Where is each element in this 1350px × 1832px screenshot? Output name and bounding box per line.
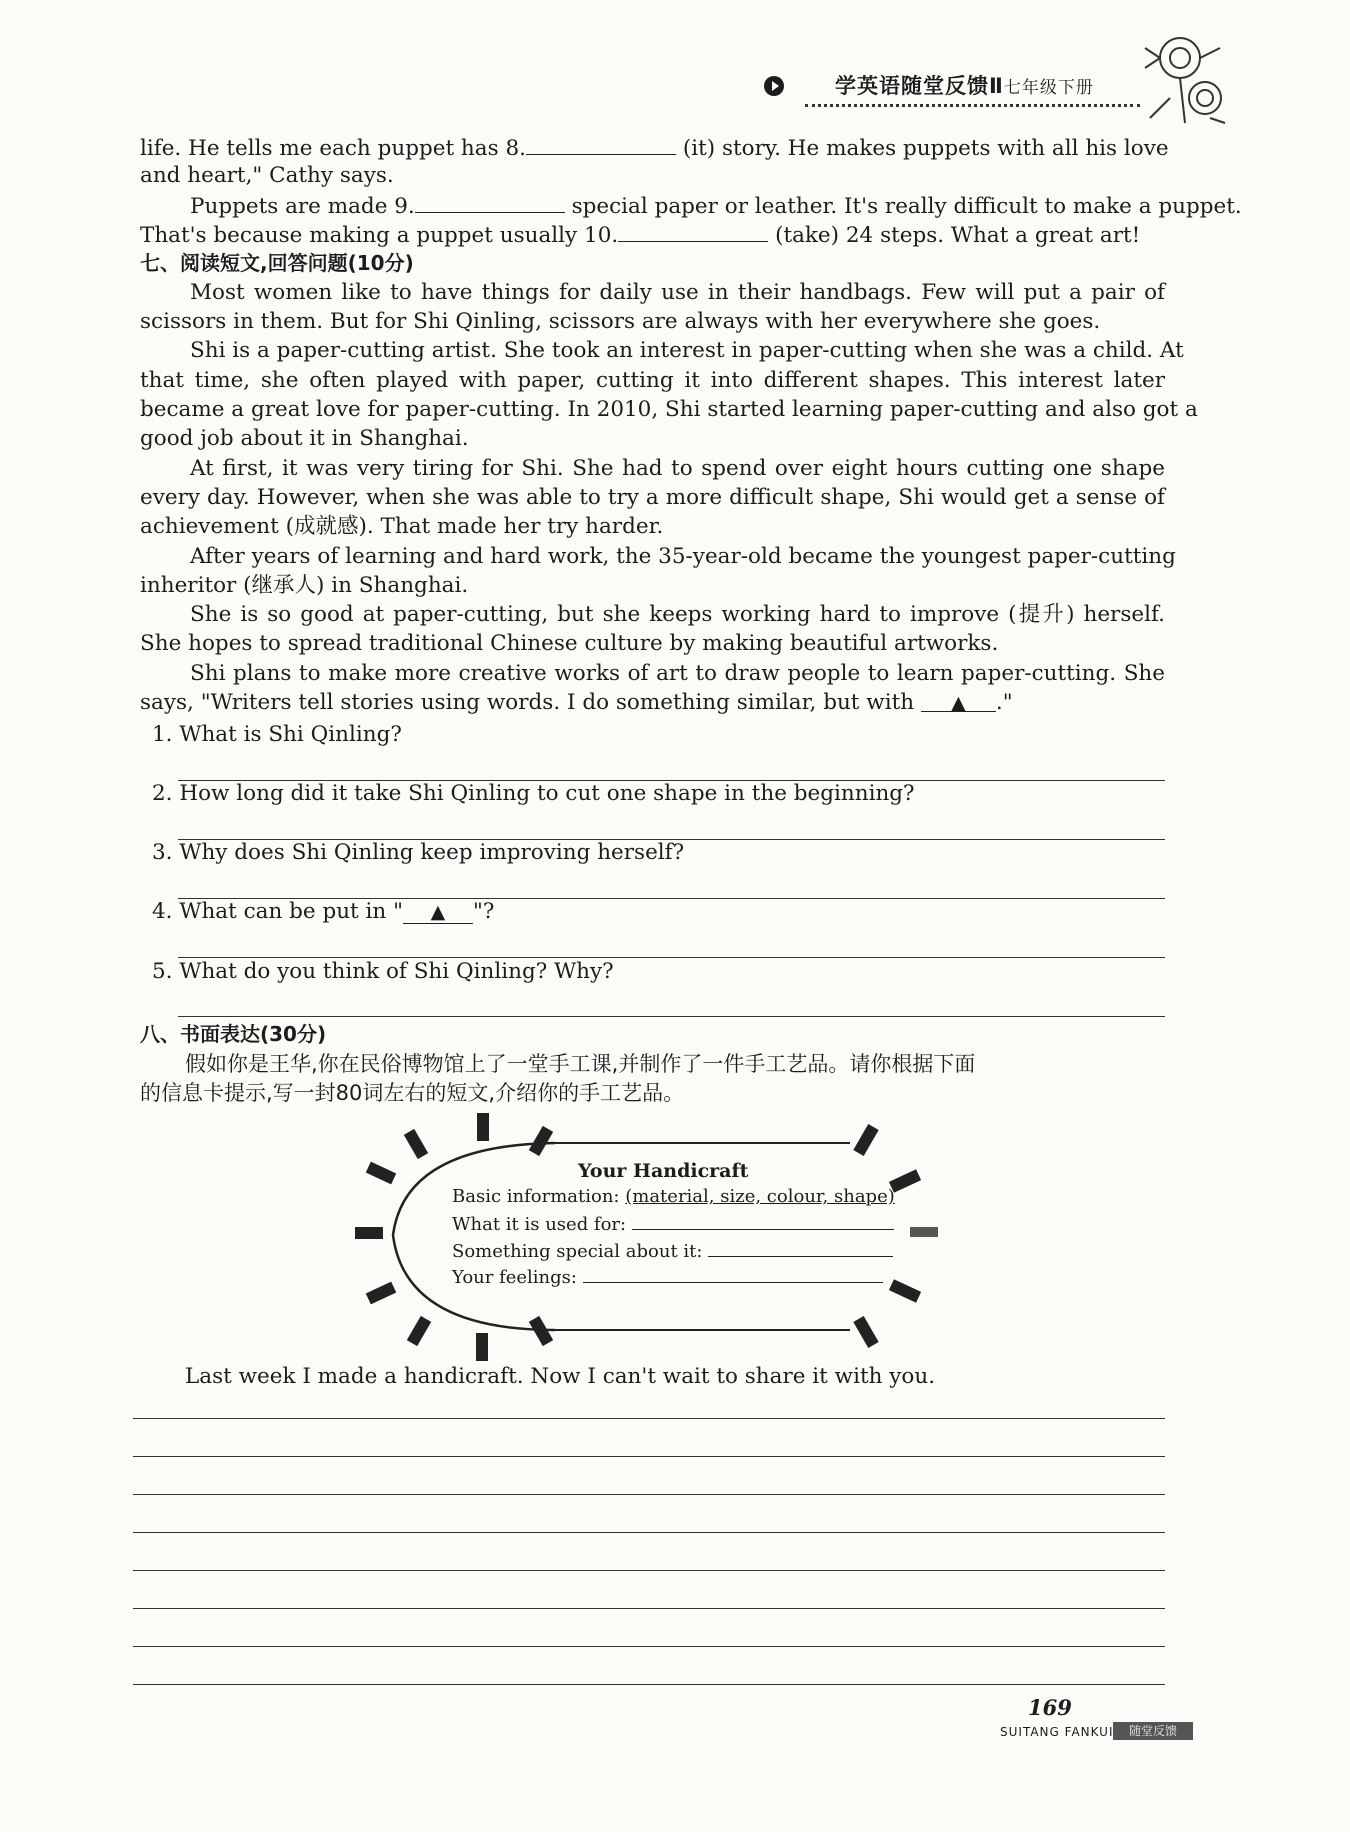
passage-line: achievement (成就感). That made her try harder.: [140, 514, 664, 539]
footer-brand-logo: 随堂反馈: [1113, 1722, 1193, 1740]
writing-line[interactable]: [133, 1570, 1165, 1571]
passage-line: good job about it in Shanghai.: [140, 426, 469, 451]
writing-line[interactable]: [133, 1532, 1165, 1533]
card-used-for-blank[interactable]: [632, 1213, 894, 1230]
page-number: 169: [1028, 1695, 1072, 1720]
card-special: Something special about it:: [452, 1240, 893, 1262]
section-7-title: 七、阅读短文,回答问题(10分): [140, 251, 414, 275]
question-3: 3. Why does Shi Qinling keep improving herself?: [152, 840, 685, 865]
triangle-blank: ▲: [921, 689, 996, 712]
writing-line[interactable]: [133, 1418, 1165, 1419]
answer-blank-9[interactable]: [415, 190, 565, 213]
writing-line[interactable]: [133, 1494, 1165, 1495]
passage-line: Shi plans to make more creative works of art to draw people to learn paper-cutting. She: [190, 661, 1165, 686]
passage-line: That's because making a puppet usually 10. (take) 24 steps. What a great art!: [140, 219, 1165, 250]
writing-line[interactable]: [133, 1608, 1165, 1609]
card-special-blank[interactable]: [708, 1240, 893, 1257]
question-2: 2. How long did it take Shi Qinling to cut one shape in the beginning?: [152, 781, 915, 806]
passage-line: that time, she often played with paper, cutting it into different shapes. This interest later: [140, 368, 1165, 393]
passage-line: Most women like to have things for daily use in their handbags. Few will put a pair of: [190, 280, 1165, 305]
passage-line: She is so good at paper-cutting, but she keeps working hard to improve (提升) herself.: [190, 602, 1165, 627]
writing-prompt: 的信息卡提示,写一封80词左右的短文,介绍你的手工艺品。: [140, 1081, 685, 1105]
writing-line[interactable]: [133, 1646, 1165, 1647]
answer-blank-10[interactable]: [618, 219, 768, 242]
passage-line: and heart," Cathy says.: [140, 163, 394, 188]
writing-prompt: 假如你是王华,你在民俗博物馆上了一堂手工课,并制作了一件手工艺品。请你根据下面: [185, 1052, 976, 1076]
passage-line: She hopes to spread traditional Chinese culture by making beautiful artworks.: [140, 631, 999, 656]
writing-line[interactable]: [133, 1456, 1165, 1457]
book-title: 学英语随堂反馈Ⅱ七年级下册: [835, 74, 1094, 98]
answer-line-4[interactable]: [178, 957, 1165, 958]
writing-line[interactable]: [133, 1684, 1165, 1685]
question-4: 4. What can be put in " ▲ "?: [152, 899, 495, 924]
passage-line: inheritor (继承人) in Shanghai.: [140, 573, 469, 598]
triangle-blank: ▲: [403, 901, 473, 924]
passage-line: every day. However, when she was able to try a more difficult shape, Shi would get a sense of: [140, 485, 1165, 510]
passage-line: life. He tells me each puppet has 8. (it) story. He makes puppets with all his love: [140, 132, 1165, 163]
passage-line: After years of learning and hard work, the 35-year-old became the youngest paper-cutting: [190, 544, 1176, 569]
question-5: 5. What do you think of Shi Qinling? Why?: [152, 959, 614, 984]
section-8-title: 八、书面表达(30分): [140, 1022, 327, 1046]
footer-brand: SUITANG FANKUI: [1000, 1725, 1114, 1739]
answer-blank-8[interactable]: [526, 132, 676, 155]
card-used-for: What it is used for:: [452, 1213, 894, 1235]
passage-line: became a great love for paper-cutting. In 2010, Shi started learning paper-cutting and also got a: [140, 397, 1198, 422]
answer-line-5[interactable]: [178, 1016, 1165, 1017]
passage-line: scissors in them. But for Shi Qinling, scissors are always with her everywhere she goes.: [140, 309, 1101, 334]
question-1: 1. What is Shi Qinling?: [152, 722, 402, 747]
passage-line: At first, it was very tiring for Shi. She had to spend over eight hours cutting one shape: [190, 456, 1165, 481]
passage-line: Shi is a paper-cutting artist. She took an interest in paper-cutting when she was a child. At: [190, 338, 1184, 363]
writing-start-sentence: Last week I made a handicraft. Now I can't wait to share it with you.: [185, 1364, 936, 1389]
passage-line: Puppets are made 9. special paper or leather. It's really difficult to make a puppet.: [190, 190, 1215, 221]
flower-decoration-icon: [1140, 28, 1230, 128]
card-basic-info: Basic information: (material, size, colour, shape): [452, 1186, 895, 1207]
play-icon: [764, 76, 784, 96]
passage-line: says, "Writers tell stories using words. I do something similar, but with ▲ .": [140, 690, 1013, 715]
card-title: Your Handicraft: [578, 1160, 749, 1182]
card-feelings-blank[interactable]: [583, 1266, 883, 1283]
header-divider: [805, 104, 1140, 107]
card-feelings: Your feelings:: [452, 1266, 883, 1288]
